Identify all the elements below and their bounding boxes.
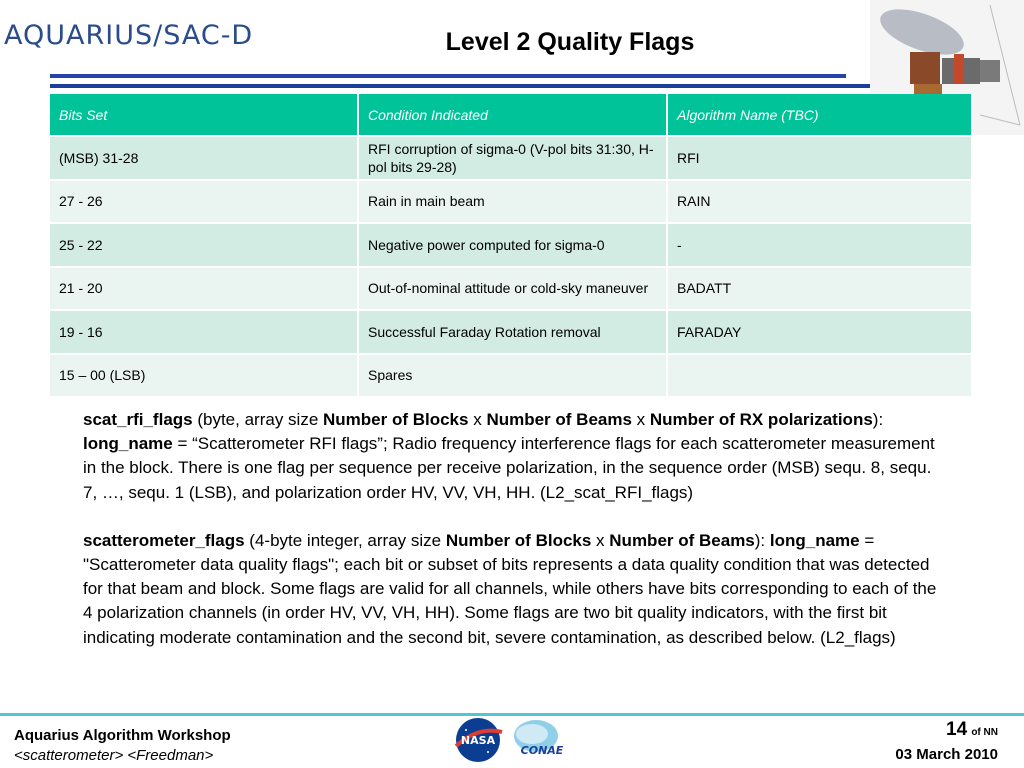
page-number: 14 of NN [946,719,998,740]
aquarius-logo: AQUARIUS/SAC-D [4,20,254,51]
table-cell: - [667,223,972,267]
workshop-name: Aquarius Algorithm Workshop [14,727,231,744]
table-cell: RFI [667,136,972,180]
scat-rfi-flags-paragraph: scat_rfi_flags (byte, array size Number of Blocks x Number of Beams x Number of RX polarizations): long_name = “Scatterometer RFI flags”; Radio frequency interference flags for each scatterometer measurement in the block. There is one flag per sequence per receive polarization, in the sequence order (MSB) sequ. 8, sequ. 7, …, sequ. 1 (LSB), and polarization order HV, VV, VH, HH. (L2_scat_RFI_flags) [83,410,935,502]
presentation-date: 03 March 2010 [895,746,998,763]
table-row [50,223,972,267]
table-cell: FARADAY [667,310,972,354]
table-cell: Rain in main beam [358,180,667,224]
table-cell: Successful Faraday Rotation removal [358,310,667,354]
table-cell: 27 - 26 [50,180,358,224]
table-row [50,310,972,354]
table-row [50,354,972,397]
svg-text:CONAE: CONAE [520,744,564,757]
footer-right [895,719,998,766]
table-cell [667,354,972,397]
footer-left [14,726,231,766]
table-cell: (MSB) 31-28 [50,136,358,180]
table-cell: BADATT [667,267,972,311]
header-rule-bottom [50,84,870,88]
quality-flags-table [50,94,973,396]
table-cell: 21 - 20 [50,267,358,311]
description-text [83,408,943,674]
scatterometer-flags-paragraph: scatterometer_flags (4-byte integer, array size Number of Blocks x Number of Beams): long_name = "Scatterometer data quality flags"; each bit or subset of bits represents a data quality condition that was detected for that beam and block. Some flags are valid for all channels, while others have bits corresponding to each of the 4 polarization channels (in order HV, VV, VH, HH). Some flags are two bit quality indicators, with the first bit indicating moderate contamination and the second bit, severe contamination, as described below. (L2_flags) [83,530,937,647]
table-cell: Out-of-nominal attitude or cold-sky maneuver [358,267,667,311]
table-row [50,267,972,311]
table-row [50,180,972,224]
column-header-algorithm: Algorithm Name (TBC) [667,94,972,136]
nasa-logo [452,716,504,764]
conae-logo [512,716,568,764]
table-cell: Spares [358,354,667,397]
table-row [50,136,972,180]
slide-title: Level 2 Quality Flags [445,28,695,56]
table-cell: RFI corruption of sigma-0 (V-pol bits 31:30, H-pol bits 29-28) [358,136,667,180]
table-cell: RAIN [667,180,972,224]
table-cell: Negative power computed for sigma-0 [358,223,667,267]
table-header-row [50,94,972,136]
table-cell: 19 - 16 [50,310,358,354]
column-header-condition: Condition Indicated [358,94,667,136]
presenter-subtitle: <scatterometer> <Freedman> [14,747,214,764]
table-cell: 15 – 00 (LSB) [50,354,358,397]
svg-text:NASA: NASA [460,734,496,747]
table-cell: 25 - 22 [50,223,358,267]
header-rule-top [50,74,846,78]
column-header-bits-set: Bits Set [50,94,358,136]
